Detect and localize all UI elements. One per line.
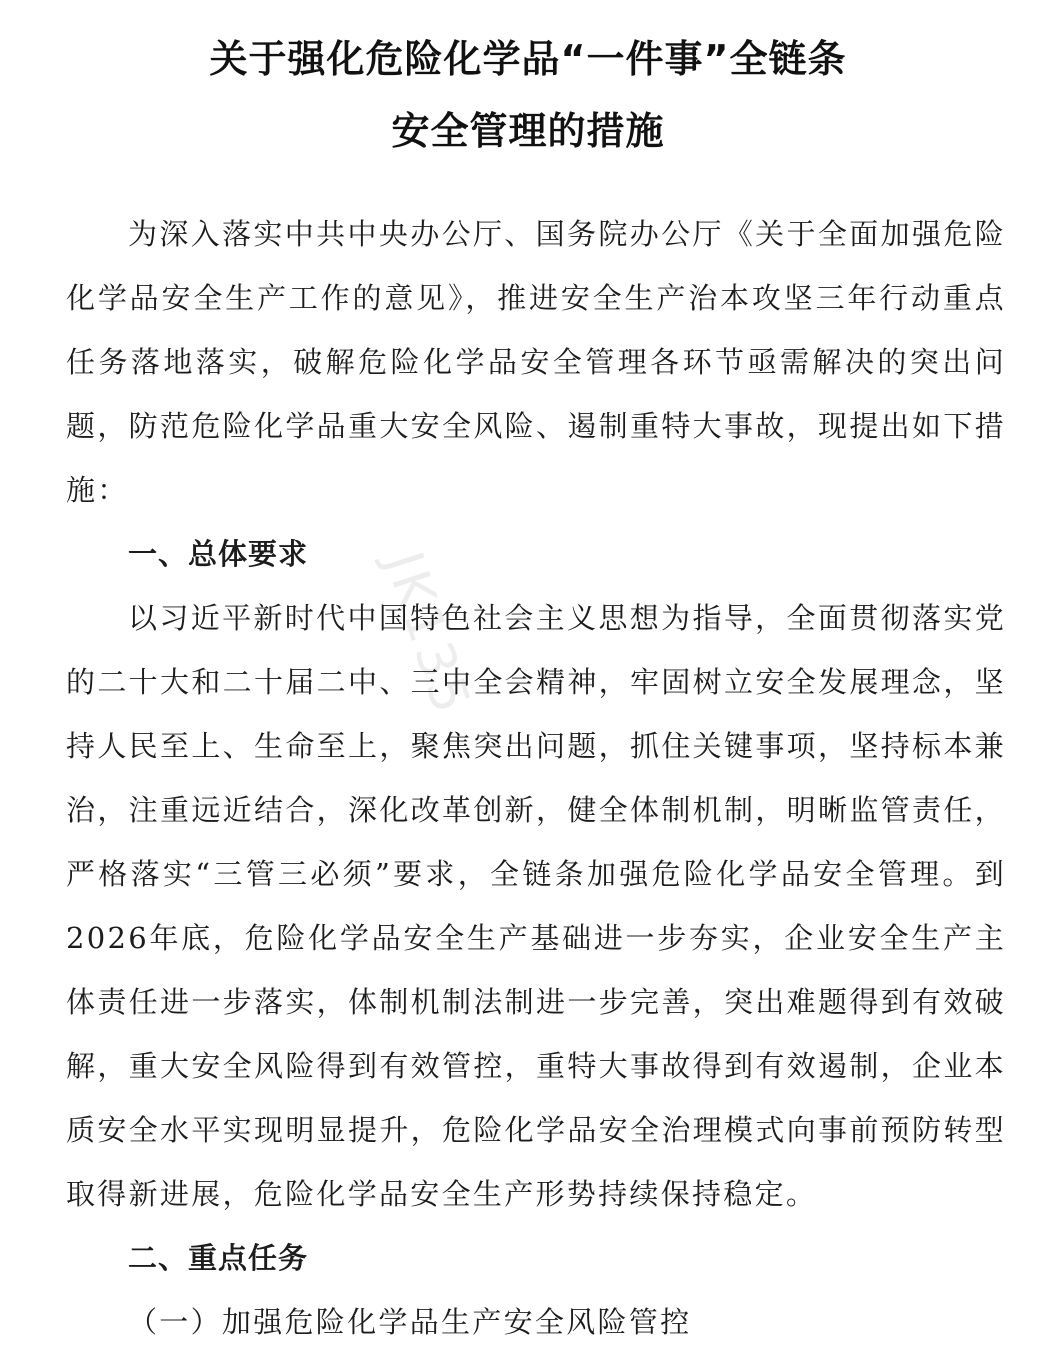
watermark: JK135	[372, 545, 483, 724]
section-2-heading: 二、重点任务	[128, 1241, 309, 1275]
document-title-line-2: 安全管理的措施	[391, 109, 665, 153]
section-1-paragraph: 以习近平新时代中国特色社会主义思想为指导，全面贯彻落实党的二十大和二十届二中、三中全会精神，牢固树立安全发展理念，坚持人民至上、生命至上，聚焦突出问题，抓住关键事项，坚持标本兼治，注重远近结合，深化改革创新，健全体制机制，明晰监管责任，严格落实“三管三必须”要求，全链条加强危险化学品安全管理。到2026年底，危险化学品安全生产基础进一步夯实，企业安全生产主体责任进一步落实，体制机制法制进一步完善，突出难题得到有效破解，重大安全风险得到有效管控，重特大事故得到有效遏制，企业本质安全水平实现明显提升，危险化学品安全治理模式向事前预防转型取得新进展，危险化学品安全生产形势持续保持稳定。	[66, 601, 1006, 1211]
section-1-heading: 一、总体要求	[128, 537, 309, 571]
document-title-line-1: 关于强化危险化学品“一件事”全链条	[209, 37, 847, 81]
subsection-1-heading: （一）加强危险化学品生产安全风险管控	[128, 1305, 692, 1339]
intro-paragraph: 为深入落实中共中央办公厅、国务院办公厅《关于全面加强危险化学品安全生产工作的意见》，推进安全生产治本攻坚三年行动重点任务落地落实，破解危险化学品安全管理各环节亟需解决的突出问题，防范危险化学品重大安全风险、遏制重特大事故，现提出如下措施：	[66, 217, 1006, 507]
document-body	[66, 202, 1006, 1354]
